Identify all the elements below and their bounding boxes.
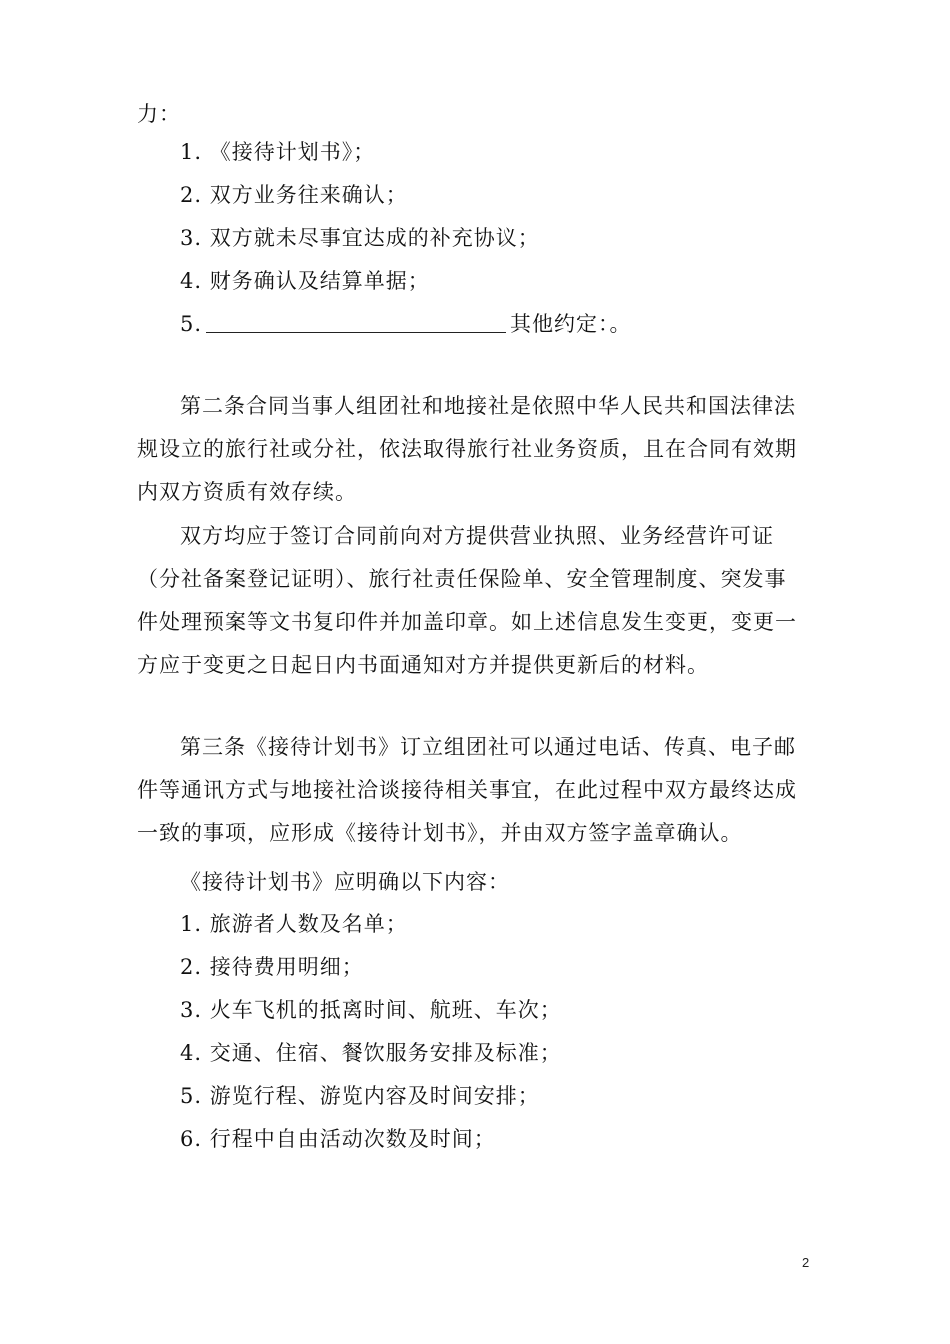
list-item-suffix: 其他约定：。 [510,312,632,336]
page-number: 2 [802,1255,810,1270]
article-line: 规设立的旅行社或分社，依法取得旅行社业务资质，且在合同有效期 [137,437,797,461]
list-item: 2. 接待费用明细； [180,955,364,979]
list-item: 4. 交通、住宿、餐饮服务安排及标准； [180,1041,562,1065]
article-line: 件等通讯方式与地接社洽谈接待相关事宜，在此过程中双方最终达成 [137,778,797,802]
article-line: 第三条《接待计划书》订立组团社可以通过电话、传真、电子邮 [180,735,796,759]
list-item: 1. 旅游者人数及名单； [180,912,408,936]
paragraph-line: （分社备案登记证明）、旅行社责任保险单、安全管理制度、突发事 [137,567,787,591]
paragraph-line: 件处理预案等文书复印件并加盖印章。如上述信息发生变更，变更一 [137,610,797,634]
list-item: 3. 双方就未尽事宜达成的补充协议； [180,226,540,250]
list-item-prefix: 5. [180,312,203,336]
list-item: 3. 火车飞机的抵离时间、航班、车次； [180,998,562,1022]
list-item-with-blank [180,310,860,338]
list-item: 5. 游览行程、游览内容及时间安排； [180,1084,540,1108]
fill-in-blank [206,312,506,333]
article-line: 第二条合同当事人组团社和地接社是依照中华人民共和国法律法 [180,394,796,418]
text-line: 力： [137,102,181,126]
paragraph-line: 双方均应于签订合同前向对方提供营业执照、业务经营许可证 [180,524,774,548]
list-item: 4. 财务确认及结算单据； [180,269,430,293]
list-item: 1. 《接待计划书》； [180,140,376,164]
list-intro: 《接待计划书》应明确以下内容： [180,870,510,894]
list-item: 6. 行程中自由活动次数及时间； [180,1127,496,1151]
article-line: 一致的事项，应形成《接待计划书》，并由双方签字盖章确认。 [137,821,743,845]
paragraph-line: 方应于变更之日起日内书面通知对方并提供更新后的材料。 [137,653,709,677]
list-item: 2. 双方业务往来确认； [180,183,408,207]
article-line: 内双方资质有效存续。 [137,480,357,504]
